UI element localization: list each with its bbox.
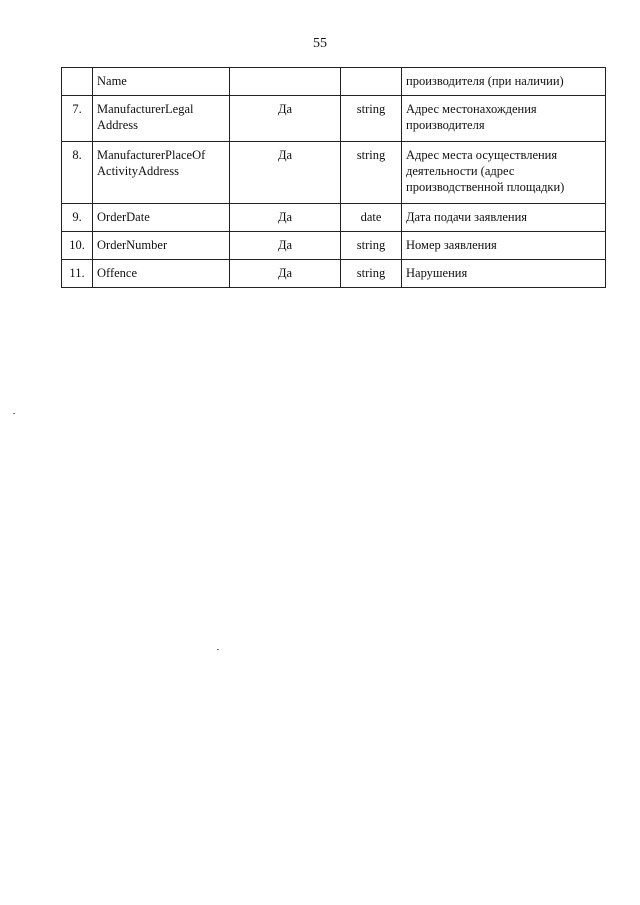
row-number: [62, 68, 93, 96]
field-required: Да: [230, 232, 341, 260]
table-row: [62, 232, 606, 260]
field-required: [230, 68, 341, 96]
field-description: Нарушения: [402, 260, 606, 288]
field-name: Offence: [93, 260, 230, 288]
page-number: 55: [313, 36, 327, 51]
field-type: string: [341, 96, 402, 142]
row-number: 11.: [62, 260, 93, 288]
row-number: 8.: [62, 142, 93, 204]
table-row: [62, 204, 606, 232]
fields-table: [61, 67, 606, 288]
field-description: Дата подачи заявления: [402, 204, 606, 232]
field-name: OrderDate: [93, 204, 230, 232]
field-required: Да: [230, 96, 341, 142]
scan-speck: [217, 649, 219, 650]
field-type: string: [341, 142, 402, 204]
field-required: Да: [230, 204, 341, 232]
row-number: 9.: [62, 204, 93, 232]
field-name: Name: [93, 68, 230, 96]
field-required: Да: [230, 142, 341, 204]
field-name: OrderNumber: [93, 232, 230, 260]
field-description: производителя (при наличии): [402, 68, 606, 96]
row-number: 10.: [62, 232, 93, 260]
field-name: ManufacturerPlaceOf ActivityAddress: [93, 142, 230, 204]
field-description: Номер заявления: [402, 232, 606, 260]
field-description: Адрес местонахождения производителя: [402, 96, 606, 142]
field-description: Адрес места осуществления деятельности (адрес производственной площадки): [402, 142, 606, 204]
scan-speck: [13, 413, 15, 414]
field-type: [341, 68, 402, 96]
table-row: [62, 260, 606, 288]
table-row: [62, 142, 606, 204]
field-required: Да: [230, 260, 341, 288]
field-name: ManufacturerLegal Address: [93, 96, 230, 142]
field-type: string: [341, 232, 402, 260]
table-row: [62, 68, 606, 96]
field-type: string: [341, 260, 402, 288]
row-number: 7.: [62, 96, 93, 142]
table-row: [62, 96, 606, 142]
field-type: date: [341, 204, 402, 232]
